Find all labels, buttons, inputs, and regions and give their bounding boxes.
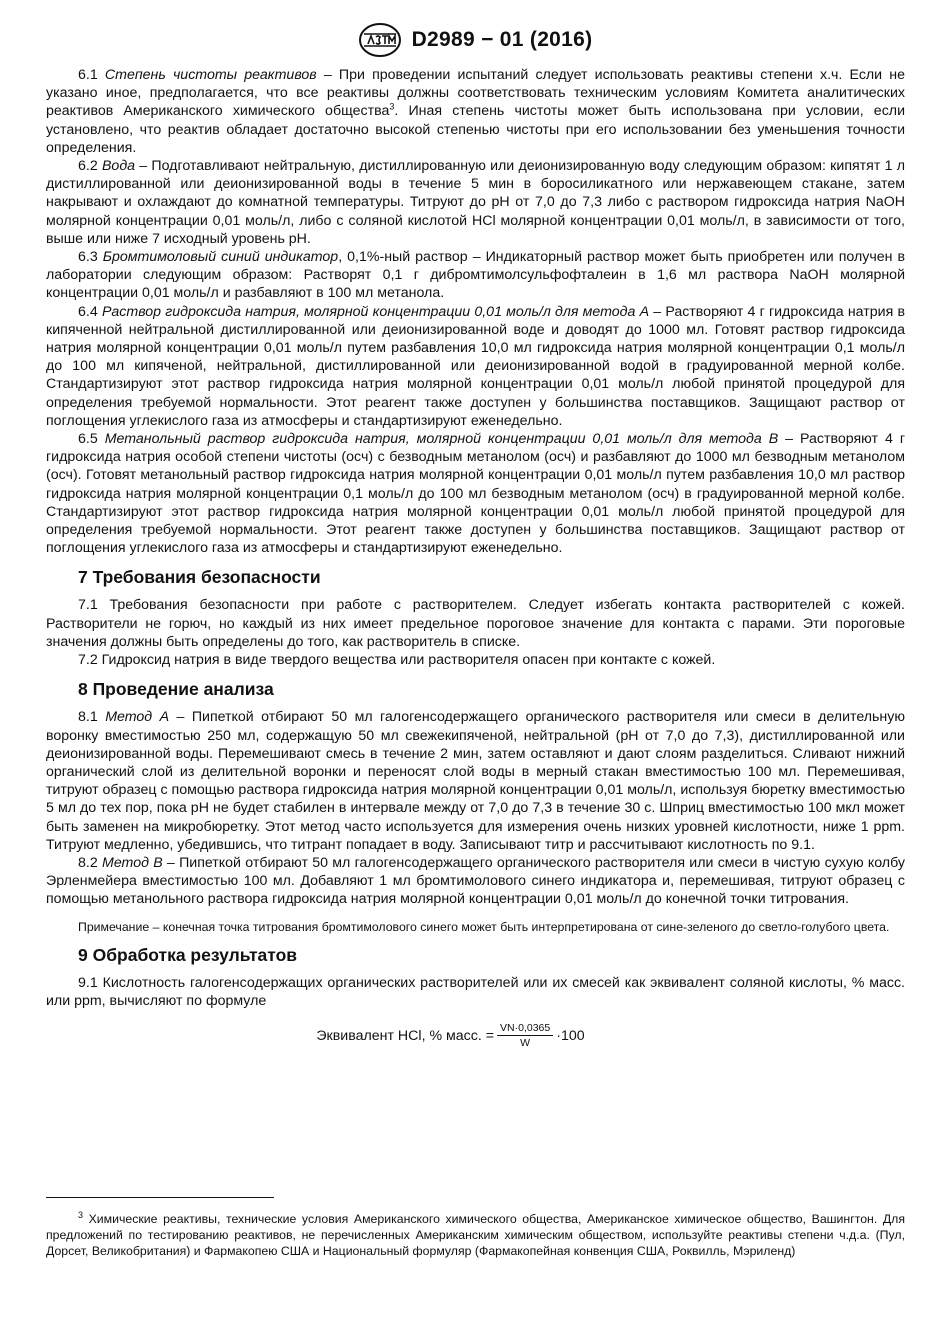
astm-logo-icon [358,22,402,58]
paragraph-6-3: 6.3 Бромтимоловый синий индикатор, 0,1%-ный раствор – Индикаторный раствор может быть приобретен или получен в лаборатории следующим образом: Растворят 0,1 г дибромтимолсульфофталеин в 1,6 мл раствора NaOH молярной концентрации 0,01 моль/л и разбавляют в 100 мл метанола. [46,249,906,302]
paragraph-6-4: 6.4 Раствор гидроксида натрия, молярной концентрации 0,01 моль/л для метода A – Растворяют 4 г гидроксида натрия в кипяченной нейтральной дистиллированной или деионизированной воде и доводят до 1000 мл. Готовят раствор гидроксида натрия молярной концентрации 0,01 моль/л путем разбавления 10,0 мл гидроксида натрия молярной концентрации 0,1 моль/л до 100 мл кипяченой, нейтральной, дистиллированной или деионизированной водой в градуированной мерной колбе. Стандартизируют этот раствор гидроксида натрия молярной концентрации 0,01 моль/л любой принятой процедурой для определения требуемой нормальности. Этот реагент также доступен у большинства поставщиков. Защищают раствор от поглощения углекислого газа из атмосферы и стандартизируют еженедельно. [46,303,905,429]
paragraph-8-2: 8.2 Метод B – Пипеткой отбирают 50 мл галогенсодержащего органического растворителя или смеси в чистую сухую колбу Эрленмейера вместимостью 100 мл. Добавляют 1 мл бромтимолового синего индикатора и, перемешивая, титруют образец с помощью метанольного раствора гидроксида натрия молярной концентрации 0,01 моль/л до конечной точки титрования. [46,854,905,908]
footnote-mark: 3 [78,1209,84,1220]
section-9-heading: 9 Обработка результатов [78,945,298,966]
paragraph-6-1: 6.1 Степень чистоты реактивов – При проведении испытаний следует использовать реактивы степени х.ч. Если не указано иное, предполагается, что все реактивы должны соответствовать техническим условиям Комитета аналитических реактивов Американского химического общества$^3$. Иная степень чистоты может быть использована при условии, если установлено, что реактив обладает достаточно высокой степенью чистоты при его использовании без уменьшения точности определения. [46,67,905,156]
document-id: D2989 − 01 (2016) [411,28,593,51]
document-body [46,66,905,1049]
footnote-text: Химические реактивы, технические условия Американского химического общества, Американское химическое общество, Вашингтон. Для предложений по тестированию реактивов, не перечисленных Американским химическим обществом, используйте реактивы степени ч.д.а. (Пул, Дорсет, Великобритания) и Фармакопею США и Национальный формуляр (Фармакопейная конвенция США, Роквилль, Мэриленд) [46,1212,905,1259]
formula [0,1022,905,1049]
footnote-ref[interactable]: 3 [389,101,395,112]
page-header [0,20,950,60]
paragraph-7-2: 7.2 Гидроксид натрия в виде твердого вещества или растворителя опасен при контакте с кожей. [78,652,716,669]
paragraph-8-1: 8.1 Метод A – Пипеткой отбирают 50 мл галогенсодержащего органического растворителя или смеси в делительную воронку вместимостью 250 мл, содержащую 50 мл свежекипяченой, нейтральной (pH от 7,0 до 7,3), дистиллированной или деионизированной воды. Перемешивают смесь в течение 2 мин, затем оставляют и дают слоям разделиться. Сливают нижний органический слой из делительной воронки и переносят слой воды в мерный стакан вместимостью 100 мл. Перемешивая, титруют образец с помощью раствора гидроксида натрия молярной концентрации 0,01 моль/л, используя бюретку вместимостью 5 мл до тех пор, пока pH не будет стабилен в интервале между от 7,0 до 7,3 в течение 30 с. Шприц вместимостью 100 мкл может быть заменен на микробюретку. Этот метод часто используется для измерения очень низких уровней кислотности, ниже 1 ppm. Титруют медленно, убедившись, что титрант попадает в воду. Записывают титр и рассчитывают кислотность по 9.1. [46,709,905,853]
paragraph-6-5: 6.5 Метанольный раствор гидроксида натрия, молярной концентрации 0,01 моль/л для метода B – Растворяют 4 г гидроксида натрия особой степени чистоты (осч) с безводным метанолом (осч) и разбавляют до 1000 мл безводным метанолом (осч). Готовят метанольный раствор гидроксида натрия молярной концентрации 0,01 моль/л путем разбавления 10,0 мл раствор гидроксида натрия молярной концентрации 0,1 моль/л до 100 мл безводным метанолом (осч) в градуированной мерной колбе. Стандартизируют этот раствор гидроксида натрия молярной концентрации 0,01 моль/л любой принятой процедурой для определения требуемой нормальности. Этот реагент также доступен у большинства поставщиков. Защищают раствор от поглощения углекислого газа из атмосферы и стандартизируют еженедельно. [46,431,905,557]
formula-fraction [497,1022,553,1049]
formula-rhs: ·100 [556,1027,585,1044]
paragraph-7-1: 7.1 Требования безопасности при работе с растворителем. Следует избегать контакта растворителей с кожей. Растворители не горюч, но каждый из них имеет предельное пороговое значение для контакта с парами. Эти пороговые значения должны быть определены до того, как растворитель в списке. [46,597,905,650]
formula-lhs: Эквивалент HCl, % масс. = [316,1027,495,1044]
formula-denominator: W [520,1037,531,1050]
footnote [46,1211,905,1260]
paragraph-6-2: 6.2 Вода – Подготавливают нейтральную, дистиллированную или деионизированную воду следующим образом: кипятят 1 л дистиллированной или деионизированной воды в течение 5 мин в боросиликатного или нержавеющем стакане, затем накрывают и охлаждают до комнатной температуры. Титруют до pH от 7,0 до 7,3 либо с раствором гидроксида натрия NaOH молярной концентрации 0,01 моль/л, либо с соляной кислотой HCl молярной концентрации 0,01 моль/л, в зависимости от того, выше или ниже 7 исходный уровень pH. [46,158,905,247]
paragraph-9-1: 9.1 Кислотность галогенсодержащих органических растворителей или их смесей как эквивалент соляной кислоты, % масс. или ppm, вычисляют по формуле [46,975,905,1010]
formula-numerator: VN·0,0365 [497,1022,553,1036]
section-7-heading: 7 Требования безопасности [78,567,321,588]
footnote-divider [46,1197,274,1198]
section-8-heading: 8 Проведение анализа [78,679,274,700]
note: Примечание – конечная точка титрования бромтимолового синего может быть интерпретирована от сине-зеленого до светло-голубого цвета. [78,919,890,934]
